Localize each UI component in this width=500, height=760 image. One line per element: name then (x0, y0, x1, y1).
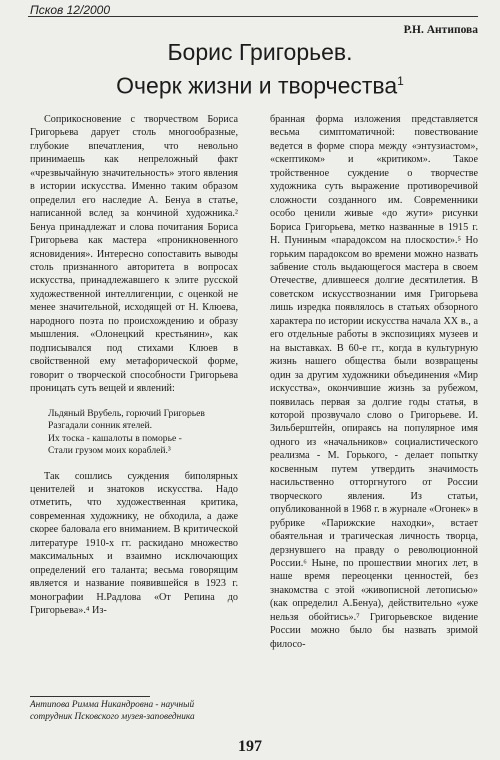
poem-line-1: Льдяный Врубель, горючий Григорьев (48, 407, 205, 419)
footnote-line-2: сотрудник Псковского музея-заповедника (30, 712, 195, 722)
article-author: Р.Н. Антипова (403, 24, 478, 36)
title-line-1: Борис Григорьев. (167, 39, 353, 65)
header-rule (28, 16, 478, 17)
right-paragraph-1: бранная форма изложения представляется весьма симптоматичной: повествование ведется в форме спора между «энтузиастом», «скептиком» и «критиком». Такое тройственное суждение о творчестве художника суть выражение противоречивой сложности созданного им. Современники особо ценили живые «до жути» рисунки Бориса Григорьева, метко названные в 1915 г. Н. Пуниным «парадоксом на плоскости».⁵ Но горьким парадоксом во времени можно назвать забвение столь выдающегося мастера в своем Отечестве, длившееся долгие десятилетия. В советском искусствознании имя Григорьева лишь изредка появлялось в статьях обзорного характера по истории искусства начала XX в., а его отдельные работы в экспозициях музеев и на выставках. В 60-е гг., когда в культурную жизнь нашего общества были возвращены один за другим художники объединения «Мир искусства», окончившие жизнь за рубежом, появилась первая за долгие годы статья, в которой прозвучало слово о Григорьеве. И. Зильберштейн, опираясь на популярное имя одного из «начальников» социалистического реализма - М. Горького, - делает попытку косвенным путем утвердить значимость насильственно отторгнутого от России творческого явления. Из статьи, опубликованной в 1968 г. в журнале «Огонек» в рубрике «Парижские находки», встает обаятельная и трагическая личность творца, дерзнувшего на правду о революционной России.⁶ Ныне, по прошествии многих лет, в наше время переоценки ценностей, без знакомства с этой «живописной летописью» (как определил А.Бенуа), действительно «уже нельзя обойтись».⁷ Григорьевское видение России можно было бы назвать зримой филосо- (270, 114, 478, 650)
footnote-line-1: Антипова Римма Никандровна - научный (30, 700, 195, 710)
title-line-2: Очерк жизни и творчества (116, 72, 398, 99)
page-number: 197 (238, 738, 262, 755)
author-footnote (30, 699, 250, 723)
poem-line-4: Стали грузом моих кораблей.³ (48, 445, 171, 457)
poem-line-2: Разгадали сонник ятелей. (48, 420, 153, 432)
footnote-rule (30, 696, 150, 697)
left-paragraph-2: Так сошлись суждения биполярных ценителей и знатоков искусства. Надо отметить, что художественная критика, современная художнику, не обходила, а даже скорее баловала его вниманием. В критической литературе 1910-х гг. раскидано множество максимальных и взаимно исключающих определений его таланта; весьма говорящим является и название появившейся в 1923 г. монографии Н.Радлова «От Репина до Григорьева».⁴ Из- (30, 470, 238, 617)
right-column (270, 113, 478, 738)
running-head: Псков 12/2000 (30, 3, 111, 17)
article-title (40, 38, 480, 101)
left-paragraph-1: Соприкосновение с творчеством Бориса Григорьева дарует столь многообразные, глубокие впечатления, что невольно принимаешь как непреложный факт «чрезвычайную значительность» этого явления в истории искусства. Именно таким образом определил его наследие А. Бенуа в статье, написанной вслед за кончиной художника.² Бенуа принадлежат и слова почитания Бориса Григорьева как мастера «проникновенного ясновидения». Интересно сопоставить выводы столь признанного авторитета в вопросах искусства, принадлежавшего к элите русской художественной интеллигенции, с оценкой не менее значительной, исходящей от Н. Клюева, народного поэта по происхождению и образу мышления. «Олонецкий крестьянин», как подписывался под стихами Клюев в свойственной ему метафорической форме, говорит о творческой способности Григорьева проницать суть вещей и явлений: (30, 114, 238, 395)
poem-line-3: Их тоска - кашалоты в поморье - (48, 432, 182, 444)
left-column (30, 113, 238, 691)
poem-quote (48, 408, 238, 458)
title-footnote-mark: 1 (397, 74, 404, 88)
